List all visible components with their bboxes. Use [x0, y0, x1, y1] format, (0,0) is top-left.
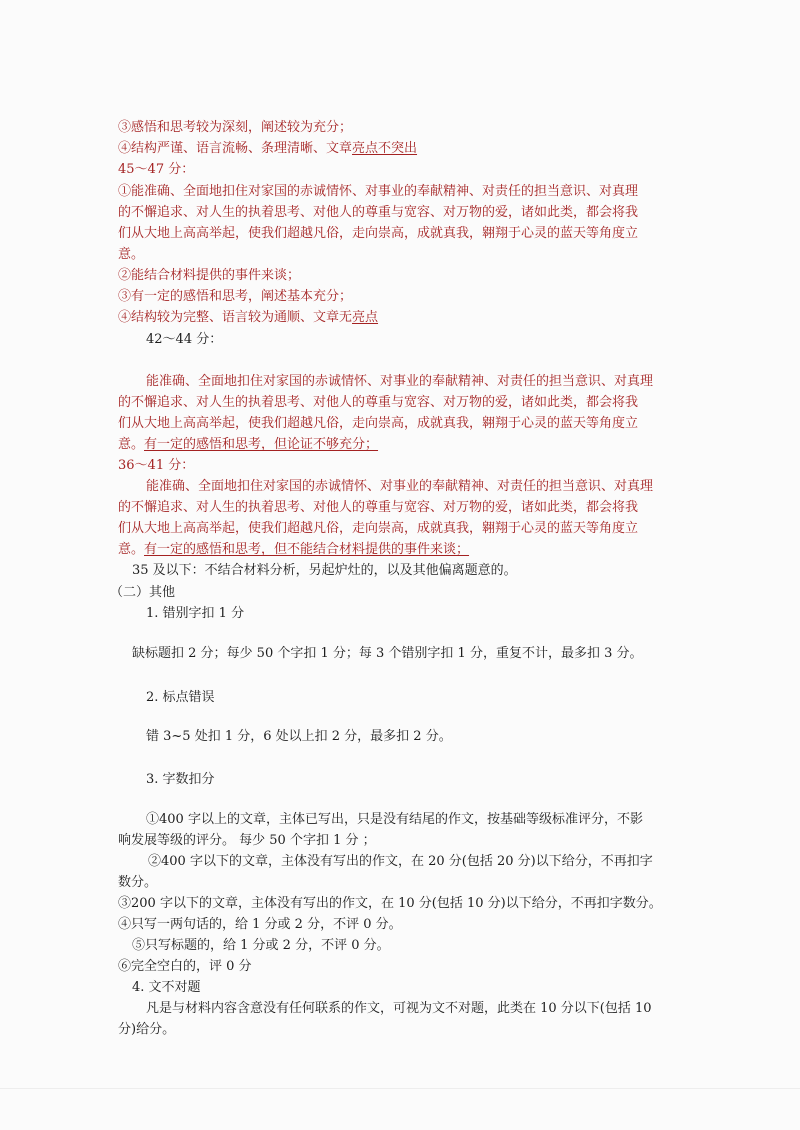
criteria-line: 们从大地上高高举起，使我们超越凡俗，走向崇高，成就真我，翱翔于心灵的蓝天等角度立 — [118, 226, 639, 241]
criteria-line: ②能结合材料提供的事件来谈； — [118, 268, 301, 283]
page-bottom-divider — [0, 1088, 800, 1089]
section-heading: （二）其他 — [110, 585, 176, 600]
criteria-line: 能准确、全面地扣住对家国的赤诚情怀、对事业的奉献精神、对责任的担当意识、对真理 — [146, 479, 654, 494]
item-heading: 4. 文不对题 — [132, 980, 201, 995]
item-body: ⑤只写标题的，给 1 分或 2 分，不评 0 分。 — [132, 938, 390, 953]
criteria-line: 们从大地上高高举起，使我们超越凡俗，走向崇高，成就真我，翱翔于心灵的蓝天等角度立 — [118, 416, 639, 431]
item-heading: 1. 错别字扣 1 分 — [146, 606, 245, 621]
criteria-line: 意。 — [118, 247, 145, 262]
criteria-line: 的不懈追求、对人生的执着思考、对他人的尊重与宽容、对万物的爱，诸如此类，都会将我 — [118, 500, 639, 515]
criteria-line: 的不懈追求、对人生的执着思考、对他人的尊重与宽容、对万物的爱，诸如此类，都会将我 — [118, 395, 639, 410]
underlined-text: 有一定的感悟和思考，但论证不够充分； — [144, 437, 379, 452]
criteria-line — [118, 542, 469, 558]
item-heading: 3. 字数扣分 — [146, 772, 215, 787]
score-band-heading: 36～41 分： — [118, 458, 195, 473]
criteria-text: 意。 — [118, 437, 145, 452]
criteria-text: ④结构严谨、语言流畅、条理清晰、文章 — [118, 141, 353, 156]
score-band-heading: 35 及以下：不结合材料分析，另起炉灶的，以及其他偏离题意的。 — [132, 563, 517, 578]
criteria-line: ③有一定的感悟和思考，阐述基本充分； — [118, 289, 353, 304]
item-heading: 2. 标点错误 — [146, 690, 215, 705]
score-band-heading: 42～44 分： — [146, 332, 223, 347]
item-body: 缺标题扣 2 分；每少 50 个字扣 1 分；每 3 个错别字扣 1 分，重复不计，最多扣 3 分。 — [132, 646, 643, 661]
criteria-text: 意。 — [118, 542, 145, 557]
criteria-line — [118, 310, 378, 326]
item-body: 凡是与材料内容含意没有任何联系的作文，可视为文不对题，此类在 10 分以下(包括 10 — [146, 1001, 652, 1016]
criteria-line — [118, 141, 417, 157]
item-body: 数分。 — [118, 875, 158, 890]
score-band-heading: 45～47 分： — [118, 162, 195, 177]
item-body: ④只写一两句话的，给 1 分或 2 分，不评 0 分。 — [118, 917, 402, 932]
underlined-text: 亮点 — [352, 310, 379, 325]
criteria-line: ①能准确、全面地扣住对家国的赤诚情怀、对事业的奉献精神、对责任的担当意识、对真理 — [118, 184, 639, 199]
criteria-line — [118, 437, 378, 453]
item-body: 错 3~5 处扣 1 分，6 处以上扣 2 分，最多扣 2 分。 — [146, 729, 452, 744]
criteria-line: 的不懈追求、对人生的执着思考、对他人的尊重与宽容、对万物的爱，诸如此类，都会将我 — [118, 205, 639, 220]
item-body: 分)给分。 — [118, 1022, 176, 1037]
item-body: ②400 字以下的文章，主体没有写出的作文，在 20 分(包括 20 分)以下给分，不再扣字 — [148, 854, 653, 869]
underlined-text: 亮点不突出 — [352, 141, 418, 156]
item-body: ⑥完全空白的，评 0 分 — [118, 959, 252, 974]
underlined-text: 有一定的感悟和思考，但不能结合材料提供的事件来谈； — [144, 542, 470, 557]
item-body: ①400 字以上的文章，主体已写出，只是没有结尾的作文，按基础等级标准评分，不影 — [146, 812, 643, 827]
criteria-text: ④结构较为完整、语言较为通顺、文章无 — [118, 310, 353, 325]
criteria-line: 能准确、全面地扣住对家国的赤诚情怀、对事业的奉献精神、对责任的担当意识、对真理 — [146, 374, 654, 389]
criteria-line: ③感悟和思考较为深刻，阐述较为充分； — [118, 120, 353, 135]
item-body: 响发展等级的评分。 每少 50 个字扣 1 分 ； — [118, 833, 376, 848]
item-body: ③200 字以下的文章，主体没有写出的作文，在 10 分(包括 10 分)以下给分，不再扣字数分。 — [118, 896, 662, 911]
criteria-line: 们从大地上高高举起，使我们超越凡俗，走向崇高，成就真我，翱翔于心灵的蓝天等角度立 — [118, 521, 639, 536]
